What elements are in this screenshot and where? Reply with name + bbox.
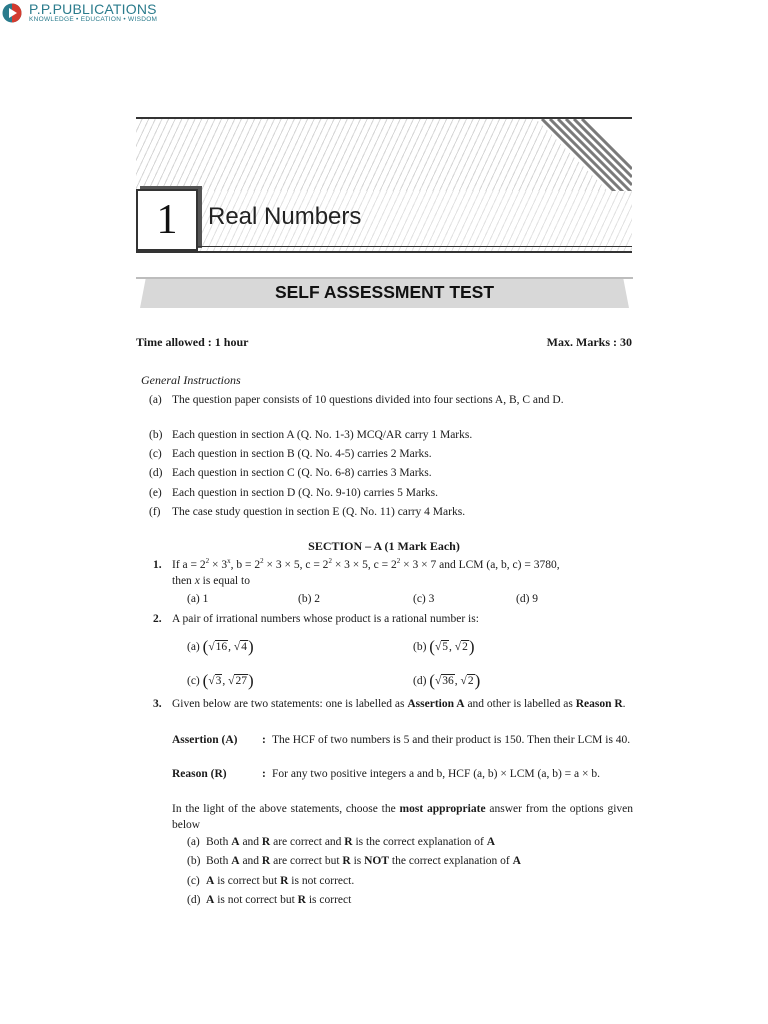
assessment-banner <box>136 277 633 308</box>
intro-text: and other is labelled as <box>464 698 576 710</box>
option-value: 3 <box>428 593 435 605</box>
option-text: Both A and R are correct and R is the correct explanation of A <box>206 836 496 848</box>
instruction-label: (e) <box>149 487 162 499</box>
question-number: 1. <box>153 559 162 571</box>
question-number: 3. <box>153 698 162 710</box>
question-2 <box>153 612 633 628</box>
option: (b) (√5, √2) <box>413 637 475 656</box>
option-label: (a) <box>187 836 200 848</box>
chapter-number-box <box>136 189 198 251</box>
question-3-instruction <box>172 802 633 833</box>
radicand: 16 <box>215 641 228 653</box>
instruction-text: Each question in section D (Q. No. 9-10) carries 5 Marks. <box>172 487 439 499</box>
question-2-text: A pair of irrational numbers whose product is a rational number is: <box>172 613 479 625</box>
option-label: (c) <box>413 593 426 605</box>
option-label: (b) <box>298 593 312 605</box>
question-1 <box>153 558 633 574</box>
option-text: A is not correct but R is correct <box>206 894 352 906</box>
instruction-item <box>149 466 629 481</box>
assessment-title: SELF ASSESSMENT TEST <box>274 282 495 302</box>
publisher-brand <box>2 1 222 27</box>
radicand: 36 <box>442 675 454 687</box>
chapter-header <box>136 117 632 253</box>
assertion-row <box>172 733 634 749</box>
option <box>298 593 320 605</box>
reason-row <box>172 767 634 783</box>
instruction-label: (c) <box>149 448 162 460</box>
option-value: 9 <box>532 593 539 605</box>
option-label: (b) <box>413 641 427 653</box>
option <box>187 894 351 906</box>
intro-text: Given below are two statements: one is labelled as <box>172 698 408 710</box>
option-label: (a) <box>187 593 200 605</box>
option <box>187 593 208 605</box>
instructions-title: General Instructions <box>141 373 241 387</box>
reason-key: Reason (R) <box>172 768 227 780</box>
instruction-label: (f) <box>149 506 161 518</box>
instruction-item <box>149 428 629 443</box>
intro-assertion: Assertion A <box>407 698 465 710</box>
question-number: 2. <box>153 613 162 625</box>
option-label: (c) <box>187 875 200 887</box>
instruction-label: (d) <box>149 467 163 479</box>
publisher-name: P.P.PUBLICATIONS <box>29 1 157 17</box>
intro-reason: Reason R <box>575 698 623 710</box>
chapter-underline <box>198 246 632 247</box>
option-label: (d) <box>516 593 530 605</box>
option <box>187 836 495 848</box>
chapter-title: Real Numbers <box>208 203 362 230</box>
time-allowed: Time allowed : 1 hour <box>136 335 249 349</box>
max-marks: Max. Marks : 30 <box>546 335 632 349</box>
instruction-text <box>172 802 633 833</box>
option: (d) (√36, √2) <box>413 671 481 690</box>
option: (a) (√16, √4) <box>187 637 254 656</box>
assertion-colon: : <box>262 734 266 746</box>
instruction-text: The case study question in section E (Q. No. 11) carry 4 Marks. <box>172 506 466 518</box>
option <box>516 593 538 605</box>
option: (c) (√3, √27) <box>187 671 254 690</box>
question-1-text-line2: then x is equal to <box>172 575 250 587</box>
instruction-item <box>149 393 629 408</box>
radicand: 4 <box>241 641 247 653</box>
question-3-intro: Given below are two statements: one is labelled as Assertion A and other is labelled as Reason R. <box>172 698 626 710</box>
instruction-item <box>149 447 629 462</box>
radicand: 5 <box>442 641 449 653</box>
option-text: A is correct but R is not correct. <box>206 875 355 887</box>
light-pre: In the light of the above statements, choose the <box>172 803 400 815</box>
light-post: answer from the options given below <box>172 803 633 831</box>
option-label: (d) <box>413 675 427 687</box>
option-label: (b) <box>187 855 201 867</box>
instruction-text: Each question in section B (Q. No. 4-5) carries 2 Marks. <box>172 448 432 460</box>
publisher-logo-icon <box>2 3 22 23</box>
radicand: 27 <box>235 675 247 687</box>
question-1-line2 <box>153 574 633 590</box>
option-text: Both A and R are correct but R is NOT the correct explanation of A <box>206 855 521 867</box>
reason-colon: : <box>262 768 266 780</box>
instruction-label: (a) <box>149 394 162 406</box>
instruction-text: The question paper consists of 10 questions divided into four sections A, B, C and D. <box>172 394 564 406</box>
instruction-text: Each question in section C (Q. No. 6-8) carries 3 Marks. <box>172 467 432 479</box>
light-bold: most appropriate <box>399 803 486 815</box>
option-label: (c) <box>187 675 200 687</box>
radicand: 3 <box>215 675 222 687</box>
section-a-heading: SECTION – A (1 Mark Each) <box>308 539 460 553</box>
instruction-item <box>149 505 629 520</box>
assertion-key: Assertion (A) <box>172 734 238 746</box>
option <box>187 875 354 887</box>
assertion-text: The HCF of two numbers is 5 and their product is 150. Then their LCM is 40. <box>272 734 631 746</box>
option <box>413 593 434 605</box>
option-value: 2 <box>314 593 321 605</box>
reason-text: For any two positive integers a and b, HCF (a, b) × LCM (a, b) = a × b. <box>272 768 600 780</box>
instruction-text: Each question in section A (Q. No. 1-3) MCQ/AR carry 1 Marks. <box>172 429 473 441</box>
instruction-label: (b) <box>149 429 163 441</box>
question-3 <box>153 697 633 713</box>
option-label: (a) <box>187 641 200 653</box>
publisher-tagline: KNOWLEDGE • EDUCATION • WISDOM <box>29 16 158 23</box>
option-value: 1 <box>202 593 209 605</box>
option-label: (d) <box>187 894 201 906</box>
instruction-item <box>149 486 629 501</box>
radicand: 2 <box>462 641 468 653</box>
option <box>187 855 521 867</box>
question-1-text: If $a = 2^2 \times 3^x$, $b = 2^2 \times 3 \times 5$, $c = 2^2 \times 3 \times 5$, $c = 2^2 \times 3 \times 7$ and LCM (a, b, c) = 3780, <box>172 557 560 571</box>
radicand: 2 <box>467 675 474 687</box>
chapter-number: 1 <box>156 197 178 243</box>
